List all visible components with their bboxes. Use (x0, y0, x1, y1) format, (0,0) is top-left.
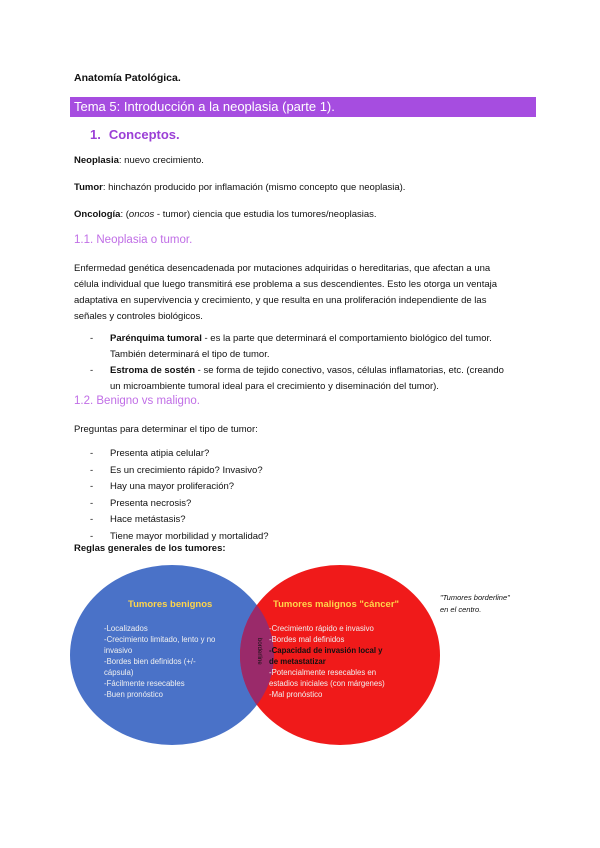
question-text: Es un crecimiento rápido? Invasivo? (110, 464, 263, 476)
questions-list (74, 446, 269, 545)
benign-item: -Buen pronóstico (104, 690, 163, 699)
borderline-note (440, 592, 510, 616)
section-number: 1. (90, 127, 101, 142)
list-term: Estroma de sostén (110, 365, 195, 376)
benign-item: -Bordes bien definidos (+/- (104, 657, 196, 666)
malignant-item: -Capacidad de invasión local y (269, 646, 383, 655)
definition-oncologia (74, 207, 377, 223)
benign-item: -Localizados (104, 624, 148, 633)
list-item: - Presenta necrosis? (90, 497, 192, 509)
definition-punct: : ( (120, 209, 129, 220)
list-term: Parénquima tumoral (110, 333, 202, 344)
malignant-item: -Crecimiento rápido e invasivo (269, 624, 374, 633)
list-item: - Tiene mayor morbilidad y mortalidad? (90, 530, 269, 542)
malignant-list (269, 623, 409, 700)
tumor-parts-list (74, 331, 544, 395)
definition-neoplasia (74, 153, 204, 169)
benign-item: -Fácilmente resecables (104, 679, 185, 688)
benign-list (104, 623, 244, 700)
definition-term: Tumor (74, 182, 103, 193)
question-text: Hace metástasis? (110, 514, 186, 525)
neoplasia-paragraph (74, 261, 534, 325)
definition-term: Neoplasia (74, 155, 119, 166)
course-title: Anatomía Patológica. (74, 72, 181, 84)
list-text: un microambiente tumoral ideal para el crecimiento y diseminación del tumor). (110, 381, 439, 392)
benign-item: cápsula) (104, 668, 134, 677)
malignant-item: estadios iniciales (con márgenes) (269, 679, 385, 688)
list-item: - Estroma de sostén - se forma de tejido conectivo, vasos, células inflamatorias, etc. (creando un microambiente tumoral ideal para el crecimiento y diseminación del tumor). (90, 365, 504, 392)
paragraph-line: Enfermedad genética desencadenada por mutaciones adquiridas o hereditarias, que afectan a una (74, 263, 491, 274)
malignant-item: de metastatizar (269, 657, 326, 666)
paragraph-line: adaptativa en supervivencia y crecimiento, y que resulta en una proliferación independiente de las (74, 295, 487, 306)
rules-title: Reglas generales de los tumores: (74, 543, 226, 554)
paragraph-line: señales y controles biológicos. (74, 311, 203, 322)
list-item: - Presenta atipia celular? (90, 448, 210, 459)
definition-text: - tumor) ciencia que estudia los tumores/neoplasias. (154, 209, 377, 220)
definition-italic: oncos (128, 209, 155, 220)
question-text: Tiene mayor morbilidad y mortalidad? (110, 530, 269, 542)
subsection-title-neoplasia: 1.1. Neoplasia o tumor. (74, 234, 193, 246)
list-text: También determinará el tipo de tumor. (110, 349, 270, 360)
benign-title: Tumores benignos (128, 599, 213, 610)
list-item: - Hay una mayor proliferación? (90, 481, 235, 492)
benign-item: -Crecimiento limitado, lento y no (104, 635, 216, 644)
topic-heading: Tema 5: Introducción a la neoplasia (parte 1). (70, 97, 536, 117)
list-item: - Hace metástasis? (90, 514, 186, 525)
malignant-item: -Bordes mal definidos (269, 635, 345, 644)
definition-text: : hinchazón producido por inflamación (mismo concepto que neoplasia). (102, 182, 406, 193)
note-line: "Tumores borderline" (440, 593, 510, 602)
list-item: - Es un crecimiento rápido? Invasivo? (90, 464, 263, 476)
question-text: Presenta atipia celular? (110, 448, 210, 459)
definition-tumor (74, 180, 405, 196)
malignant-title: Tumores malignos "cáncer" (273, 599, 400, 610)
paragraph-line: célula individual que luego transmitirá ese problema a sus descendientes. Esto les otorga un ventaja (74, 279, 498, 290)
definition-term: Oncología (74, 209, 121, 220)
list-text: - es la parte que determinará el comportamiento biológico del tumor. (201, 333, 492, 344)
benign-item: invasivo (104, 646, 133, 655)
definition-text: : nuevo crecimiento. (118, 155, 204, 166)
question-text: Presenta necrosis? (110, 497, 192, 509)
malignant-item: -Mal pronóstico (269, 690, 323, 699)
section-heading (90, 127, 180, 142)
note-line: en el centro. (440, 605, 482, 614)
list-text: - se forma de tejido conectivo, vasos, células inflamatorias, etc. (creando (195, 365, 504, 376)
malignant-item: -Potencialmente resecables en (269, 668, 377, 677)
overlap-label: borderline (256, 638, 262, 665)
list-item: - Parénquima tumoral - es la parte que determinará el comportamiento biológico del tumor. También determinará el tipo de tumor. (90, 333, 492, 360)
section-title: Conceptos. (108, 127, 180, 142)
questions-intro: Preguntas para determinar el tipo de tumor: (74, 424, 258, 435)
question-text: Hay una mayor proliferación? (110, 481, 235, 492)
subsection-title-benigno: 1.2. Benigno vs maligno. (74, 395, 200, 407)
